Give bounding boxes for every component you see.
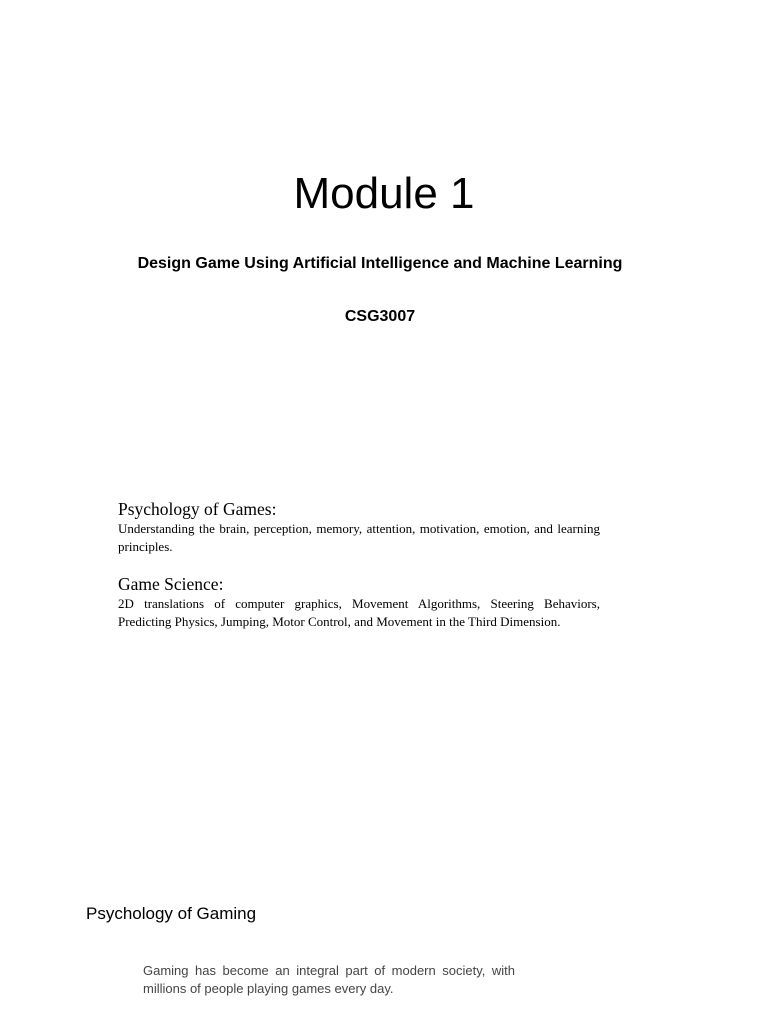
section-body: 2D translations of computer graphics, Movement Algorithms, Steering Behaviors, Predicting Physics, Jumping, Motor Control, and Movement in the Third Dimension. [118,596,600,629]
page-subtitle: Design Game Using Artificial Intelligence and Machine Learning [137,255,623,272]
psychology-of-gaming-body: Gaming has become an integral part of modern society, with millions of people playing games every day. [143,963,515,996]
page-title: Module 1 [293,169,475,218]
psychology-of-gaming-heading: Psychology of Gaming [86,904,257,923]
course-code: CSG3007 [344,308,416,325]
section-body: Understanding the brain, perception, memory, attention, motivation, emotion, and learning principles. [118,521,600,554]
section-heading: Game Science: [118,574,224,594]
section-psychology-of-games [118,498,600,555]
section-heading: Psychology of Games: [118,499,277,519]
section-game-science [118,573,600,630]
